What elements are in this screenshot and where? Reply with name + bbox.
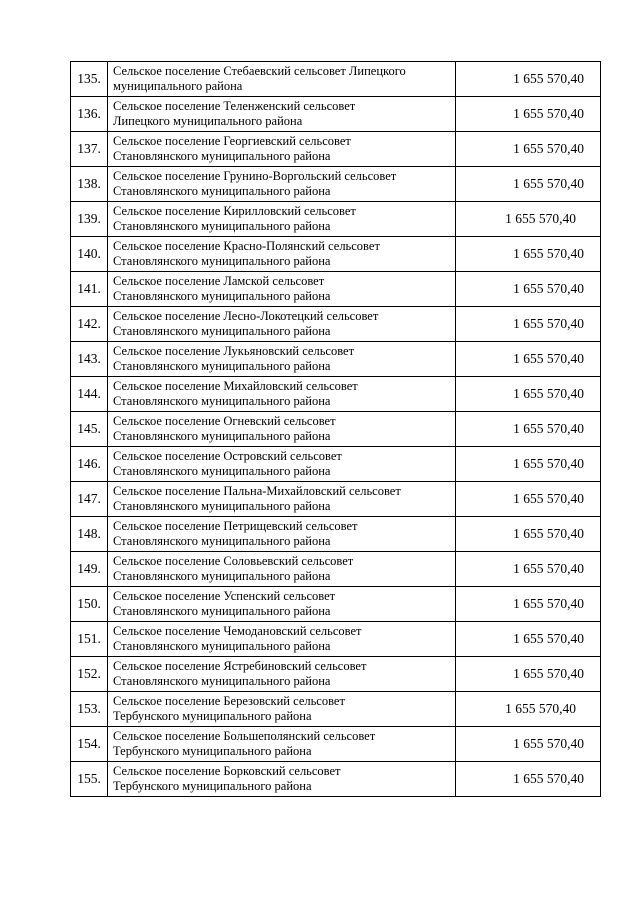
settlement-name (108, 272, 456, 307)
settlement-name-line1: Сельское поселение Чемодановский сельсовет (113, 624, 362, 638)
settlement-name (108, 132, 456, 167)
table-row (71, 307, 601, 342)
settlement-name (108, 762, 456, 797)
row-number: 152. (71, 657, 108, 692)
amount-cell: 1 655 570,40 (456, 482, 601, 517)
settlement-name-line2: Становлянского муниципального района (113, 254, 331, 268)
amount-cell: 1 655 570,40 (456, 97, 601, 132)
settlement-name-line2: Становлянского муниципального района (113, 184, 331, 198)
settlement-name-line2: Становлянского муниципального района (113, 639, 331, 653)
row-number: 143. (71, 342, 108, 377)
settlement-name-line2: Становлянского муниципального района (113, 394, 331, 408)
row-number: 140. (71, 237, 108, 272)
table-row (71, 97, 601, 132)
row-number: 137. (71, 132, 108, 167)
settlement-name-line1: Сельское поселение Березовский сельсовет (113, 694, 345, 708)
settlement-name-line1: Сельское поселение Соловьевский сельсовет (113, 554, 354, 568)
amount-cell: 1 655 570,40 (456, 622, 601, 657)
row-number: 144. (71, 377, 108, 412)
settlement-name (108, 237, 456, 272)
settlement-name-line2: Становлянского муниципального района (113, 674, 331, 688)
settlement-name-line2: Тербунского муниципального района (113, 779, 312, 793)
settlement-name-line2: Становлянского муниципального района (113, 324, 331, 338)
table-row (71, 167, 601, 202)
settlement-name-line2: Становлянского муниципального района (113, 534, 331, 548)
amount-cell: 1 655 570,40 (456, 167, 601, 202)
settlement-name-line1: Сельское поселение Ястребиновский сельсовет (113, 659, 367, 673)
settlement-name-line1: Сельское поселение Теленженский сельсовет (113, 99, 356, 113)
row-number: 148. (71, 517, 108, 552)
table-row (71, 587, 601, 622)
settlement-name (108, 202, 456, 237)
settlement-name (108, 587, 456, 622)
row-number: 153. (71, 692, 108, 727)
amount-cell: 1 655 570,40 (456, 272, 601, 307)
row-number: 138. (71, 167, 108, 202)
settlement-name (108, 552, 456, 587)
settlement-name (108, 412, 456, 447)
table-row (71, 62, 601, 97)
settlement-name (108, 622, 456, 657)
settlement-name (108, 97, 456, 132)
amount-cell: 1 655 570,40 (456, 762, 601, 797)
row-number: 151. (71, 622, 108, 657)
amount-cell: 1 655 570,40 (456, 692, 601, 727)
table-row (71, 692, 601, 727)
row-number: 146. (71, 447, 108, 482)
row-number: 136. (71, 97, 108, 132)
settlement-name-line1: Сельское поселение Островский сельсовет (113, 449, 342, 463)
settlement-name-line2: Становлянского муниципального района (113, 499, 331, 513)
row-number: 135. (71, 62, 108, 97)
amount-cell: 1 655 570,40 (456, 727, 601, 762)
table-row (71, 622, 601, 657)
settlement-name-line1: Сельское поселение Грунино-Воргольский сельсовет (113, 169, 397, 183)
settlement-name-line2: Липецкого муниципального района (113, 114, 303, 128)
table-row (71, 552, 601, 587)
settlement-name-line1: Сельское поселение Большеполянский сельсовет (113, 729, 376, 743)
settlement-name-line2: Становлянского муниципального района (113, 429, 331, 443)
amount-cell: 1 655 570,40 (456, 517, 601, 552)
amount-cell: 1 655 570,40 (456, 447, 601, 482)
settlement-name (108, 657, 456, 692)
settlement-name-line2: Становлянского муниципального района (113, 289, 331, 303)
amount-cell: 1 655 570,40 (456, 657, 601, 692)
row-number: 141. (71, 272, 108, 307)
amount-cell: 1 655 570,40 (456, 552, 601, 587)
amount-cell: 1 655 570,40 (456, 132, 601, 167)
settlement-name (108, 342, 456, 377)
amount-cell: 1 655 570,40 (456, 307, 601, 342)
row-number: 142. (71, 307, 108, 342)
settlement-name-line1: Сельское поселение Красно-Полянский сельсовет (113, 239, 380, 253)
row-number: 139. (71, 202, 108, 237)
settlement-name-line1: Сельское поселение Кирилловский сельсовет (113, 204, 356, 218)
settlement-name-line2: Становлянского муниципального района (113, 464, 331, 478)
settlement-name-line2: Становлянского муниципального района (113, 604, 331, 618)
table-row (71, 237, 601, 272)
table-row (71, 727, 601, 762)
allocation-table (70, 61, 601, 797)
amount-cell: 1 655 570,40 (456, 62, 601, 97)
settlement-name (108, 307, 456, 342)
settlement-name-line1: Сельское поселение Лесно-Локотецкий сельсовет (113, 309, 379, 323)
settlement-name-line1: Сельское поселение Ламской сельсовет (113, 274, 325, 288)
table-row (71, 762, 601, 797)
settlement-name (108, 167, 456, 202)
settlement-name (108, 692, 456, 727)
amount-cell: 1 655 570,40 (456, 237, 601, 272)
settlement-name-line1: Сельское поселение Стебаевский сельсовет Липецкого (113, 64, 406, 78)
table-row (71, 132, 601, 167)
row-number: 145. (71, 412, 108, 447)
settlement-name-line2: Становлянского муниципального района (113, 149, 331, 163)
settlement-name (108, 727, 456, 762)
settlement-name (108, 377, 456, 412)
row-number: 147. (71, 482, 108, 517)
table-row (71, 447, 601, 482)
row-number: 149. (71, 552, 108, 587)
settlement-name-line2: Тербунского муниципального района (113, 744, 312, 758)
settlement-name-line2: Тербунского муниципального района (113, 709, 312, 723)
table-row (71, 202, 601, 237)
settlement-name (108, 447, 456, 482)
table-row (71, 482, 601, 517)
amount-cell: 1 655 570,40 (456, 412, 601, 447)
settlement-name-line1: Сельское поселение Пальна-Михайловский сельсовет (113, 484, 401, 498)
row-number: 154. (71, 727, 108, 762)
settlement-name-line2: Становлянского муниципального района (113, 569, 331, 583)
table-row (71, 342, 601, 377)
settlement-name-line1: Сельское поселение Успенский сельсовет (113, 589, 336, 603)
table-row (71, 657, 601, 692)
settlement-name-line1: Сельское поселение Лукьяновский сельсовет (113, 344, 355, 358)
settlement-name (108, 62, 456, 97)
amount-cell: 1 655 570,40 (456, 377, 601, 412)
settlement-name-line1: Сельское поселение Борковский сельсовет (113, 764, 341, 778)
settlement-name-line1: Сельское поселение Михайловский сельсовет (113, 379, 358, 393)
row-number: 155. (71, 762, 108, 797)
settlement-name-line2: муниципального района (113, 79, 243, 93)
settlement-name-line1: Сельское поселение Петрищевский сельсовет (113, 519, 358, 533)
settlement-name-line2: Становлянского муниципального района (113, 359, 331, 373)
table-row (71, 517, 601, 552)
table-row (71, 377, 601, 412)
settlement-name-line1: Сельское поселение Огневский сельсовет (113, 414, 336, 428)
settlement-name-line2: Становлянского муниципального района (113, 219, 331, 233)
settlement-name (108, 517, 456, 552)
settlement-name-line1: Сельское поселение Георгиевский сельсовет (113, 134, 351, 148)
amount-cell: 1 655 570,40 (456, 202, 601, 237)
amount-cell: 1 655 570,40 (456, 342, 601, 377)
amount-cell: 1 655 570,40 (456, 587, 601, 622)
table-row (71, 272, 601, 307)
table-row (71, 412, 601, 447)
settlement-name (108, 482, 456, 517)
row-number: 150. (71, 587, 108, 622)
